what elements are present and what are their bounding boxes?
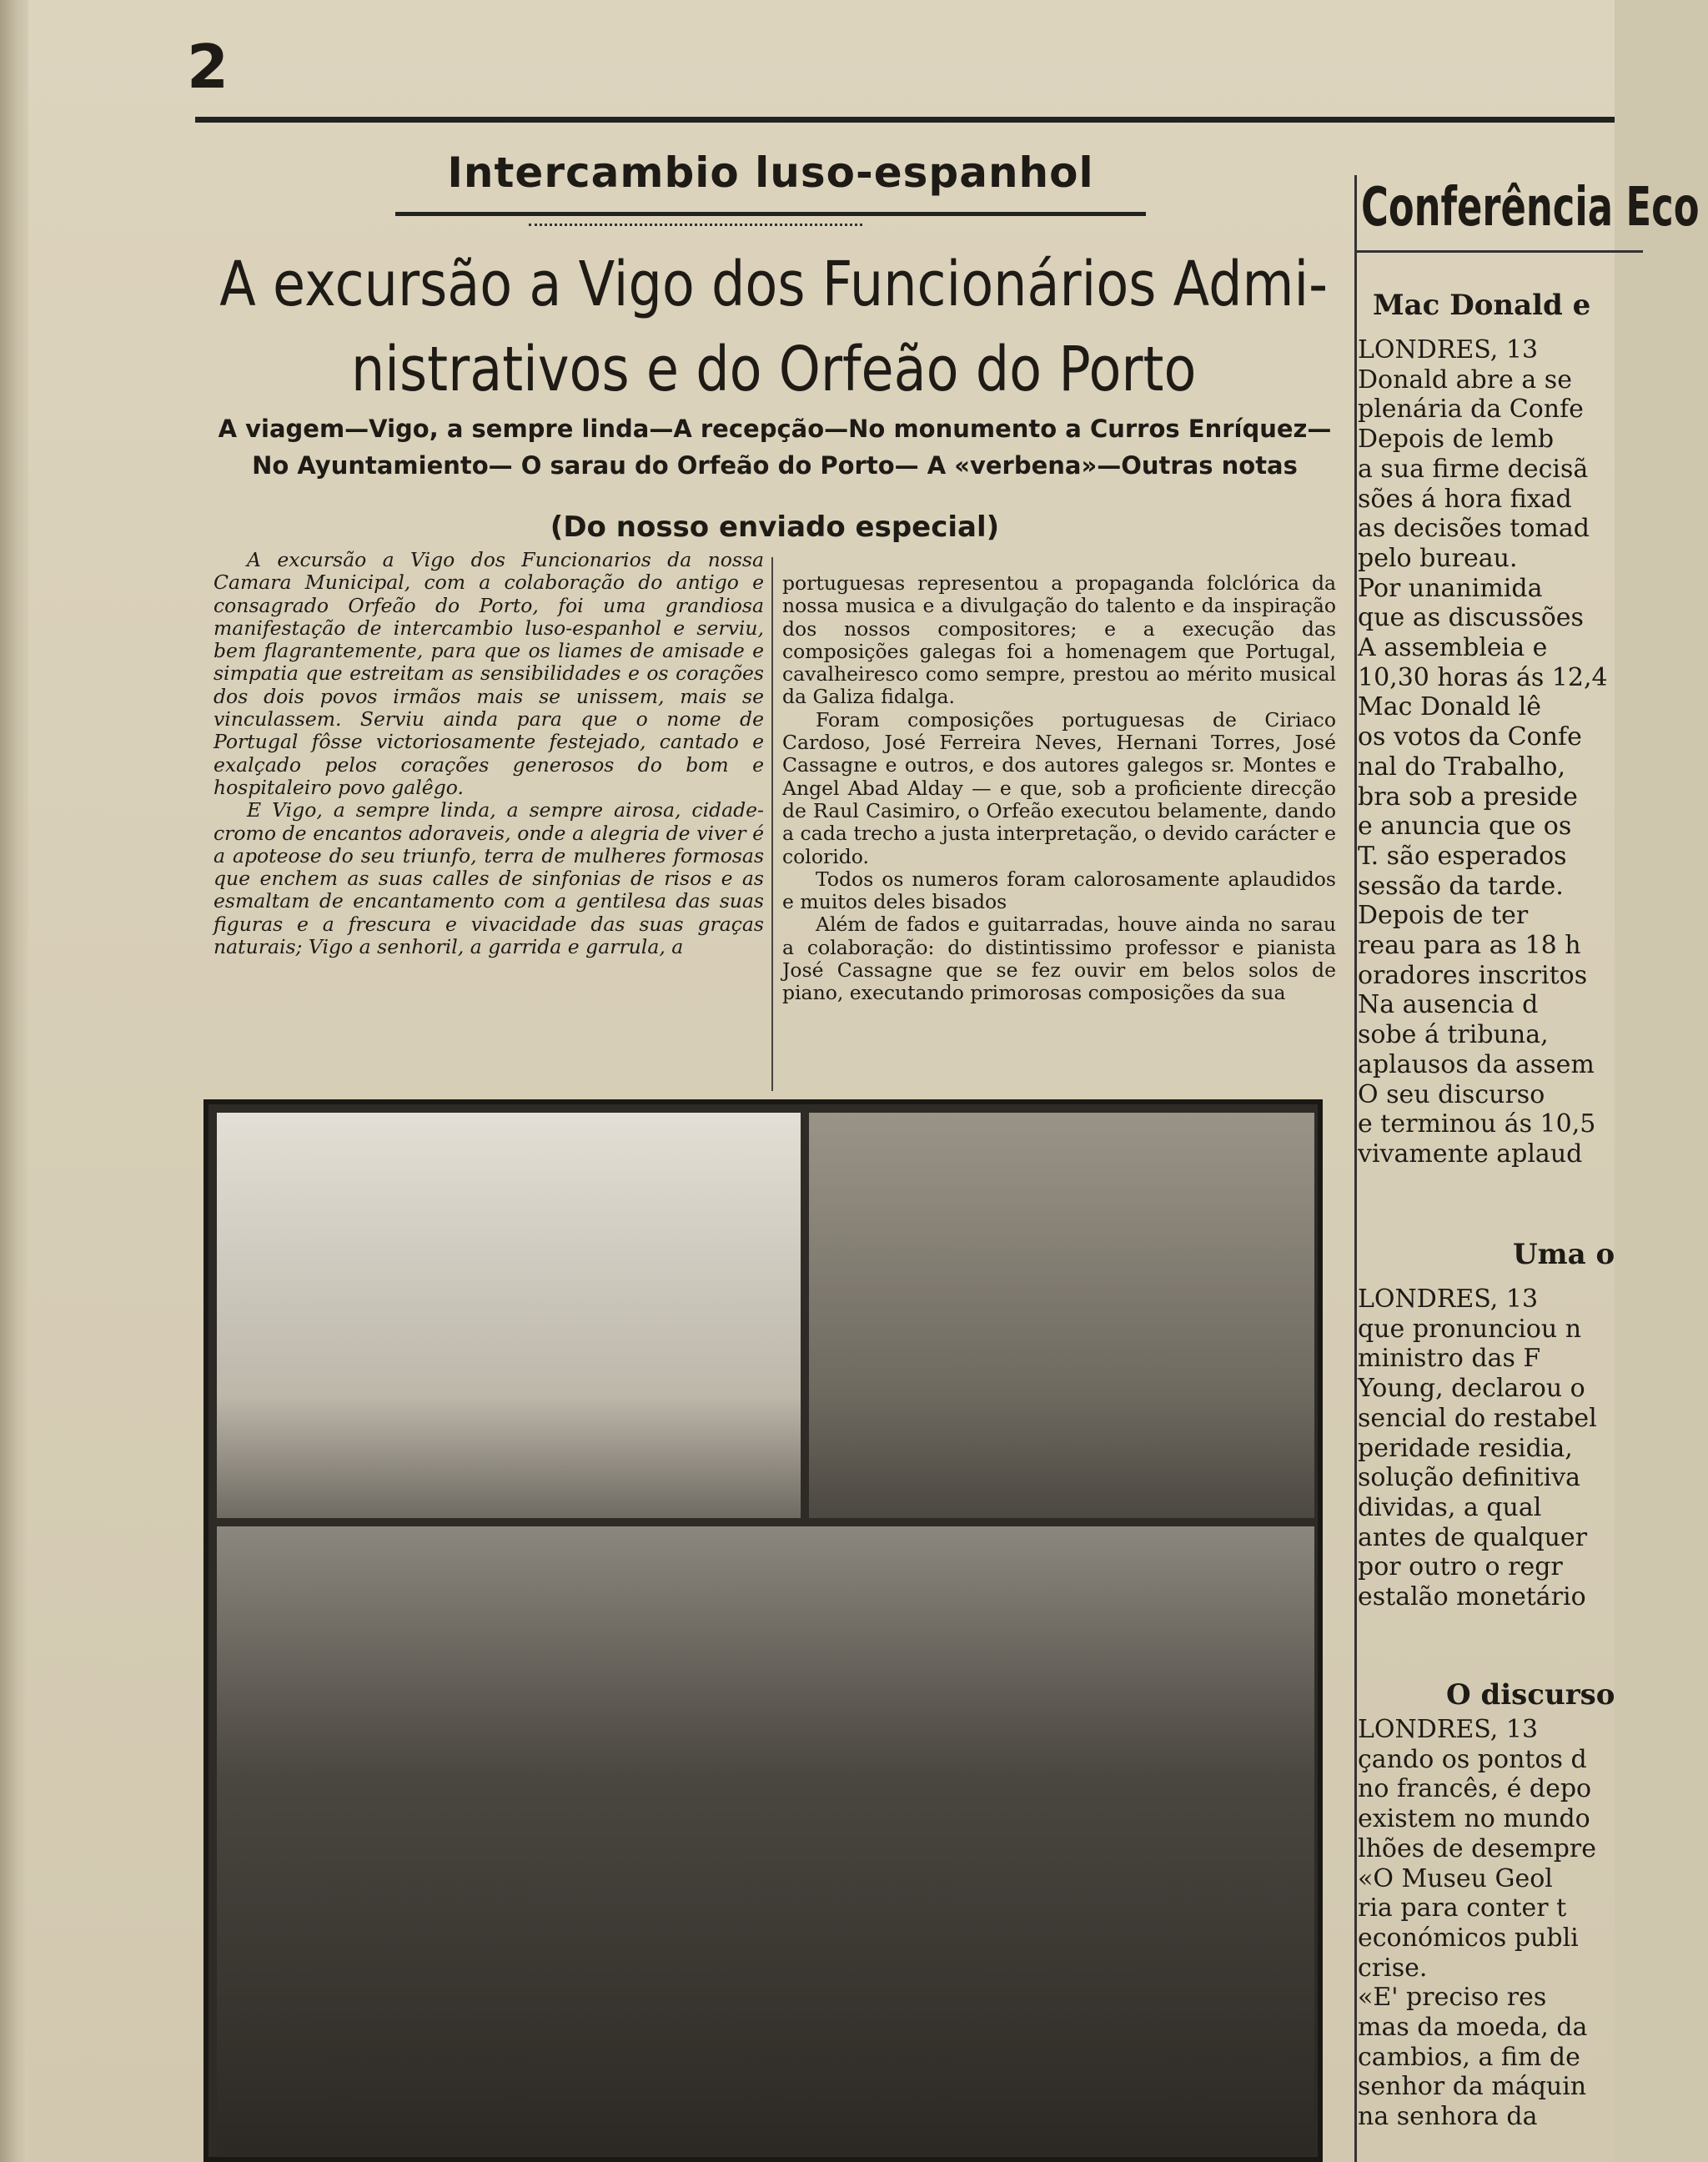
text-line: Mac Donald lê [1358,692,1541,722]
paragraph: Foram composições portuguesas de Ciriaco Cardoso, José Ferreira Neves, Hernani Torres, José Cassagne e outros, e dos autores galegos sr. Montes e Angel Abad Alday — e que, sob a proficiente direcção de Raul Casimiro, o Orfeão executou belamente, dando a cada trecho a justa interpretação, o devido carácter e colorido. [782,707,1336,868]
text-line: a sua firme decisã [1358,454,1589,484]
text-line: oradores inscritos [1358,960,1588,990]
article-headline [203,242,1344,412]
text-line: económicos publi [1358,1923,1579,1953]
text-line: aplausos da assem [1358,1049,1595,1079]
newspaper-page [28,0,1700,2162]
top-rule [195,117,1615,123]
paragraph: Todos os numeros foram calorosamente aplaudidos e muitos deles bisados [782,867,1336,914]
headline-line-2: nistrativos e do Orfeão do Porto [350,334,1197,405]
deck-line-2: No Ayuntamiento— O sarau do Orfeão do Porto— A «verbena»—Outras notas [252,451,1298,480]
text-line: Por unanimida [1358,573,1543,603]
article-column-2 [782,572,1336,1005]
article-byline: (Do nosso enviado especial) [550,510,1000,544]
text-line: reau para as 18 h [1358,931,1581,961]
paragraph: portuguesas representou a propaganda folclórica da nossa musica e a divulgação do talento e da inspiração dos nossos compositores; e a execução das composições galegas foi a homenagem que Portugal, cavalheiresco como sempre, prestou ao mérito musical da Galiza fidalga. [782,571,1336,709]
right-column-text-a [1358,335,1708,1169]
page-number: 2 [187,32,229,102]
photo-group-balcony [217,1113,801,1518]
paragraph: Além de fados e guitarradas, houve ainda no sarau a colaboração: do distintissimo professor e pianista José Cassagne que se fez ouvir em belos solos de piano, executando primorosas composições da sua [782,913,1336,1005]
text-line: ministro das F [1358,1344,1541,1374]
article-deck [203,410,1346,484]
text-line: T. são esperados [1358,841,1567,871]
text-line: A assembleia e [1358,633,1548,663]
book-binding-edge [0,0,28,2162]
right-subheading-3: O discurso [1446,1678,1615,1712]
text-line: Depois de lemb [1358,425,1555,455]
text-line: no francês, é depo [1358,1774,1592,1804]
text-line: Na ausencia d [1358,990,1539,1020]
text-line: plenária da Confe [1358,395,1584,425]
text-line: sões á hora fixad [1358,484,1572,514]
text-line: sobe á tribuna, [1358,1020,1549,1050]
text-line: existem no mundo [1358,1804,1590,1834]
article-photo [203,1099,1323,2162]
text-line: pelo bureau. [1358,543,1518,573]
right-column-text-b [1358,1285,1708,1612]
article-column-1 [214,549,764,958]
text-line: 10,30 horas ás 12,4 [1358,662,1608,692]
text-line: mas da moeda, da [1358,2013,1588,2043]
text-line: lhões de desempre [1358,1833,1597,1863]
photo-crowd [217,1526,1314,2155]
photo-monument [809,1113,1314,1518]
right-subheading-1: Mac Donald e [1373,289,1591,322]
right-column-divider [1354,175,1357,2162]
right-headline-rule [1356,250,1643,253]
text-line: dividas, a qual [1358,1492,1542,1522]
text-line: senhor da máquin [1358,2072,1587,2102]
text-line: sessão da tarde. [1358,871,1564,901]
text-line: estalão monetário [1358,1582,1586,1612]
text-line: vivamente aplaud [1358,1139,1583,1169]
right-subheading-2: Uma o [1513,1238,1615,1271]
text-line: Depois de ter [1358,901,1529,931]
text-line: e terminou ás 10,5 [1358,1109,1596,1139]
text-line: que as discussões [1358,603,1584,633]
text-line: bra sob a preside [1358,782,1578,812]
column-divider [771,557,773,1091]
article-kicker: Intercambio luso-espanhol [447,148,1094,197]
text-line: ria para conter t [1358,1893,1567,1923]
text-line: na senhora da [1358,2102,1538,2132]
text-line: Donald abre a se [1358,365,1572,395]
right-article-headline: Conferência Eco [1361,177,1700,239]
text-line: as decisões tomad [1358,514,1590,544]
text-line: nal do Trabalho, [1358,752,1565,782]
right-column-text-c [1358,1715,1708,2132]
text-line: que pronunciou n [1358,1314,1582,1344]
text-line: LONDRES, 13 [1358,1715,1539,1744]
text-line: peridade residia, [1358,1433,1573,1463]
text-line: e anuncia que os [1358,812,1572,842]
text-line: sencial do restabel [1358,1403,1597,1433]
deck-line-1: A viagem—Vigo, a sempre linda—A recepção—No monumento a Curros Enríquez— [218,415,1332,443]
dotted-rule [529,224,862,226]
text-line: çando os pontos d [1358,1744,1587,1774]
paragraph: E Vigo, a sempre linda, a sempre airosa, cidade-cromo de encantos adoraveis, onde a alegria de viver é a apoteose do seu triunfo, terra de mulheres formosas que enchem as suas calles de sinfonias de risos e as esmaltam de encantamento com a gentilesa das suas figuras e a frescura e vivacidade das suas graças naturais; Vigo a senhoril, a garrida e garrula, a [214,798,764,959]
text-line: O seu discurso [1358,1079,1545,1109]
text-line: LONDRES, 13 [1358,1285,1539,1314]
text-line: «E' preciso res [1358,1983,1547,2013]
text-line: por outro o regr [1358,1552,1563,1582]
text-line: cambios, a fim de [1358,2042,1580,2072]
text-line: crise. [1358,1953,1428,1983]
text-line: Young, declarou o [1358,1374,1585,1404]
headline-line-1: A excursão a Vigo dos Funcionários Admi- [219,249,1329,320]
text-line: «O Museu Geol [1358,1863,1553,1893]
text-line: LONDRES, 13 [1358,335,1539,365]
text-line: antes de qualquer [1358,1522,1588,1552]
text-line: solução definitiva [1358,1463,1581,1493]
text-line: os votos da Confe [1358,722,1582,752]
paragraph: A excursão a Vigo dos Funcionarios da nossa Camara Municipal, com a colaboração do antigo e consagrado Orfeão do Porto, foi uma grandiosa manifestação de intercambio luso-espanhol e serviu, bem flagrantemente, para que os liames de amisade e simpatia que estreitam as sensibilidades e os corações dos dois povos irmãos mais se unissem, mais se vinculassem. Serviu ainda para que o nome de Portugal fôsse victoriosamente festejado, cantado e exalçado pelos corações generosos do bom e hospitaleiro povo galêgo. [214,548,764,799]
kicker-rule [395,212,1146,216]
